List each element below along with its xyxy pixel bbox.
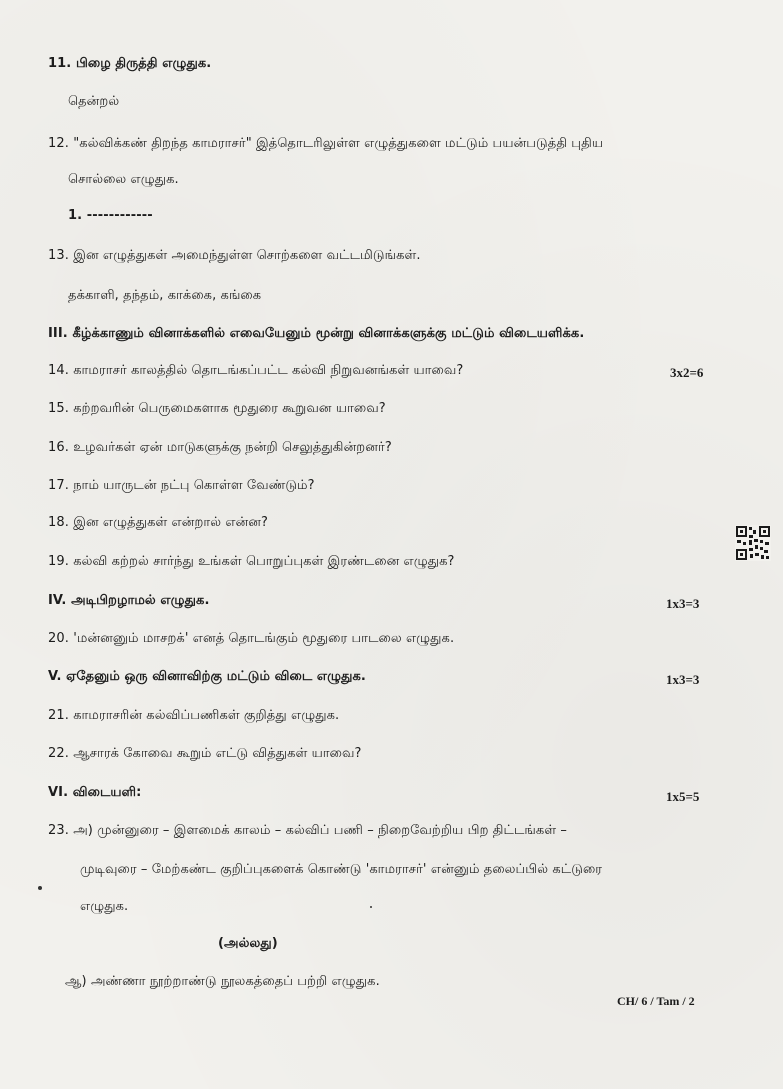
question-15: 15. கற்றவரின் பெருமைகளாக மூதுரை கூறுவன யாவை? [48,401,386,416]
question-23-alternative: ஆ) அண்ணா நூற்றாண்டு நூலகத்தைப் பற்றி எழுதுக. [65,974,380,989]
section-3-marks: 3x2=6 [670,365,704,380]
question-16: 16. உழவர்கள் ஏன் மாடுகளுக்கு நன்றி செலுத்துகின்றனர்? [48,440,392,455]
page-speck [38,886,42,890]
question-23-line-3: எழுதுக. [80,899,129,914]
question-11: 11. பிழை திருத்தி எழுதுக. [48,56,212,71]
section-4-marks: 1x3=3 [666,596,700,611]
question-13-words: தக்காளி, தந்தம், காக்கை, கங்கை [68,288,262,303]
question-21: 21. காமராசரின் கல்விப்பணிகள் குறித்து எழுதுக. [48,708,340,723]
question-23-line-2: முடிவுரை – மேற்கண்ட குறிப்புகளைக் கொண்டு 'காமராசர்' என்னும் தலைப்பில் கட்டுரை [80,862,603,877]
question-11-word: தென்றல் [68,94,120,109]
section-6-heading: VI. விடையளி: [48,785,142,800]
question-14: 14. காமராசர் காலத்தில் தொடங்கப்பட்ட கல்வி நிறுவனங்கள் யாவை? [48,363,464,378]
page-footer-code: CH/ 6 / Tam / 2 [617,994,695,1008]
question-13: 13. இன எழுத்துகள் அமைந்துள்ள சொற்களை வட்டமிடுங்கள். [48,248,421,263]
question-19: 19. கல்வி கற்றல் சார்ந்து உங்கள் பொறுப்புகள் இரண்டனை எழுதுக? [48,554,455,569]
section-5-marks: 1x3=3 [666,672,700,687]
question-12-line-1: 12. "கல்விக்கண் திறந்த காமராசர்" இத்தொடரிலுள்ள எழுத்துகளை மட்டும் பயன்படுத்தி புதிய [48,136,604,151]
question-18: 18. இன எழுத்துகள் என்றால் என்ன? [48,515,269,530]
question-23-line-1: 23. அ) முன்னுரை – இளமைக் காலம் – கல்விப் பணி – நிறைவேற்றிய பிற திட்டங்கள் – [48,823,567,838]
page-speck [370,906,372,908]
question-12-blank: 1. ------------ [68,208,153,223]
question-20: 20. 'மன்னனும் மாசறக்' எனத் தொடங்கும் மூதுரை பாடலை எழுதுக. [48,631,455,646]
section-6-marks: 1x5=5 [666,789,700,804]
qr-code-icon [735,525,771,561]
question-17: 17. நாம் யாருடன் நட்பு கொள்ள வேண்டும்? [48,478,315,493]
section-4-heading: IV. அடிபிறழாமல் எழுதுக. [48,593,210,608]
question-12-line-2: சொல்லை எழுதுக. [68,172,179,187]
section-5-heading: V. ஏதேனும் ஒரு வினாவிற்கு மட்டும் விடை எழுதுக. [48,669,366,684]
question-22: 22. ஆசாரக் கோவை கூறும் எட்டு வித்துகள் யாவை? [48,746,362,761]
section-3-heading: III. கீழ்க்காணும் வினாக்களில் எவையேனும் மூன்று வினாக்களுக்கு மட்டும் விடையளிக்க. [48,326,585,341]
or-divider: (அல்லது) [218,936,278,951]
